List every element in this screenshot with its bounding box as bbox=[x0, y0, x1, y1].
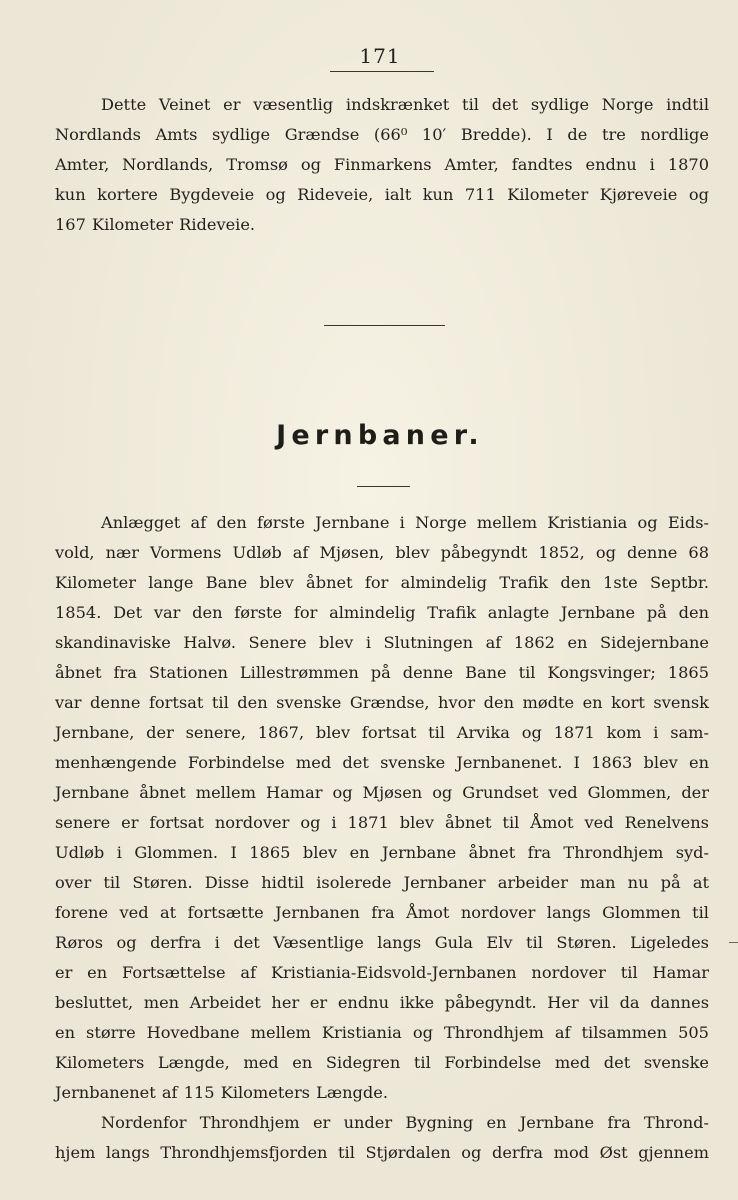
text-line: Jernbane, der senere, 1867, blev fortsat til Arvika og 1871 kom i sam- bbox=[55, 723, 709, 742]
text-line: åbnet fra Stationen Lillestrømmen på denne Bane til Kongsvinger; 1865 bbox=[55, 663, 709, 682]
text-line: Jernbanenet af 115 Kilometers Længde. bbox=[55, 1083, 388, 1102]
text-line: en større Hovedbane mellem Kristiania og Throndhjem af tilsammen 505 bbox=[55, 1023, 709, 1042]
page-number-rule bbox=[330, 71, 434, 72]
text-line: kun kortere Bygdeveie og Rideveie, ialt kun 711 Kilometer Kjøreveie og bbox=[55, 185, 709, 204]
text-line: Amter, Nordlands, Tromsø og Finmarkens Amter, fandtes endnu i 1870 bbox=[55, 155, 709, 174]
text-line: Kilometer lange Bane blev åbnet for almindelig Trafik den 1ste Septbr. bbox=[55, 573, 709, 592]
section-heading: Jernbaner. bbox=[276, 420, 484, 451]
body-paragraph-2 bbox=[55, 1108, 709, 1168]
heading-underline bbox=[357, 486, 410, 487]
margin-mark bbox=[729, 942, 738, 943]
text-line: Anlægget af den første Jernbane i Norge mellem Kristiania og Eids- bbox=[101, 513, 709, 532]
intro-paragraph bbox=[55, 90, 709, 240]
text-line: Kilometers Længde, med en Sidegren til Forbindelse med det svenske bbox=[55, 1053, 709, 1072]
text-line: senere er fortsat nordover og i 1871 blev åbnet til Åmot ved Renelvens bbox=[55, 813, 709, 832]
text-line: vold, nær Vormens Udløb af Mjøsen, blev påbegyndt 1852, og denne 68 bbox=[55, 543, 709, 562]
text-line: 1854. Det var den første for almindelig Trafik anlagte Jernbane på den bbox=[55, 603, 709, 622]
text-line: er en Fortsættelse af Kristiania-Eidsvold-Jernbanen nordover til Hamar bbox=[55, 963, 709, 982]
page-number: 171 bbox=[359, 44, 401, 68]
section-divider bbox=[324, 325, 445, 326]
text-line: over til Støren. Disse hidtil isolerede Jernbaner arbeider man nu på at bbox=[55, 873, 709, 892]
text-line: hjem langs Throndhjemsfjorden til Stjørdalen og derfra mod Øst gjennem bbox=[55, 1143, 709, 1162]
body-paragraph-1 bbox=[55, 508, 709, 1108]
text-line: forene ved at fortsætte Jernbanen fra Åmot nordover langs Glommen til bbox=[55, 903, 709, 922]
text-line: var denne fortsat til den svenske Grændse, hvor den mødte en kort svensk bbox=[55, 693, 709, 712]
text-line: Jernbane åbnet mellem Hamar og Mjøsen og Grundset ved Glommen, der bbox=[55, 783, 709, 802]
text-line: besluttet, men Arbeidet her er endnu ikke påbegyndt. Her vil da dannes bbox=[55, 993, 709, 1012]
text-line: skandinaviske Halvø. Senere blev i Slutningen af 1862 en Sidejernbane bbox=[55, 633, 709, 652]
text-line: menhængende Forbindelse med det svenske Jernbanenet. I 1863 blev en bbox=[55, 753, 709, 772]
text-line: 167 Kilometer Rideveie. bbox=[55, 215, 256, 234]
text-line: Røros og derfra i det Væsentlige langs Gula Elv til Støren. Ligeledes bbox=[55, 933, 709, 952]
text-line: Nordenfor Throndhjem er under Bygning en Jernbane fra Thrond- bbox=[101, 1113, 709, 1132]
text-line: Dette Veinet er væsentlig indskrænket til det sydlige Norge indtil bbox=[101, 95, 709, 114]
text-line: Nordlands Amts sydlige Grændse (66⁰ 10′ Bredde). I de tre nordlige bbox=[55, 125, 709, 144]
text-line: Udløb i Glommen. I 1865 blev en Jernbane åbnet fra Throndhjem syd- bbox=[55, 843, 709, 862]
